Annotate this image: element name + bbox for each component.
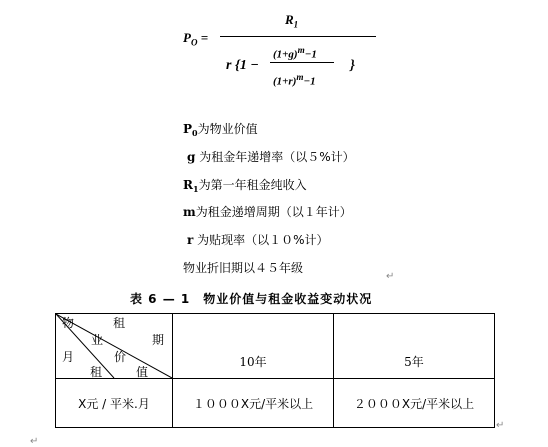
- table-cell-10-years: １０００X元/平米以上: [173, 379, 334, 428]
- formula-denominator-suffix: }: [350, 58, 355, 73]
- table-caption: 表 6 — 1 物业价值与租金收益变动状况: [130, 292, 373, 306]
- diag-label-top-right: 租: [113, 316, 126, 330]
- formula-main-fraction-bar: [220, 36, 376, 37]
- property-value-table: [55, 313, 495, 428]
- formula-numerator: $R_1$: [285, 12, 299, 30]
- table-end-mark: ↵: [496, 420, 505, 431]
- formula-inner-fraction-bar: [270, 62, 334, 63]
- column-header-5-years: 5年: [334, 314, 495, 379]
- definition-p0: $P_0$为物业价值: [183, 122, 258, 139]
- bottom-paragraph-mark: ↵: [30, 436, 39, 447]
- column-header-10-years: 10年: [173, 314, 334, 379]
- definition-m: m为租金递增周期（以１年计）: [183, 205, 352, 219]
- diag-label-mid-right: 期: [152, 333, 165, 347]
- definition-r: r 为贴现率（以１０%计）: [187, 233, 329, 247]
- diagonal-header-cell: [56, 314, 173, 379]
- diag-label-bottom-right: 值: [136, 365, 149, 379]
- formula-inner-denominator: $(1+r)^m-1$: [273, 72, 316, 88]
- depreciation-note: 物业折旧期以４５年级: [183, 261, 304, 275]
- formula-inner-numerator: $(1+g)^m-1$: [273, 45, 317, 61]
- paragraph-mark: ↵: [386, 271, 395, 282]
- definition-r1: $R_1$为第一年租金纯收入: [183, 178, 307, 195]
- definition-g: g 为租金年递增率（以５%计）: [187, 150, 355, 164]
- diag-label-mid-center: 业: [91, 333, 104, 347]
- diag-label-lower-center: 价: [114, 350, 127, 364]
- formula-denominator-prefix: r {1 −: [226, 58, 259, 73]
- table-cell-5-years: ２０００X元/平米以上: [334, 379, 495, 428]
- formula-lhs: $P_O$ =: [183, 30, 209, 48]
- row-header: X元 / 平米.月: [56, 379, 173, 428]
- diag-label-bottom-center: 租: [90, 365, 103, 379]
- diag-label-lower-left: 月: [62, 350, 75, 364]
- diag-label-top-left: 物: [62, 316, 75, 330]
